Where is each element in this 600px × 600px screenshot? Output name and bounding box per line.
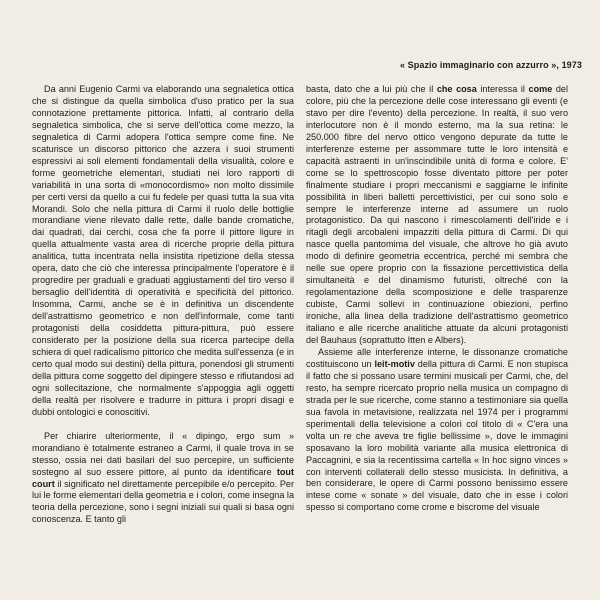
right-text-column [306, 84, 568, 514]
emphasis-text: leit-motiv [374, 358, 415, 369]
left-text-column [32, 84, 294, 526]
paragraph-text: del colore, più che la percezione delle cose interessano gli eventi (e stavo per dire l'evento) della percezione. In realtà, il suo vero interlocutore non è il mondo esterno, ma la sua retina: le 250.000 fibre del nervo ottico vengono depurate da tutte le interferenze esterne per assommare tutte le loro intensità e capacità astraenti in un'inscindibile unità di forma e colore. E' come se lo spettroscopio fosse diventato pittore per poter finalmente studiare i propri meccanismi e saggiarne le infinite possibilità in liberi balletti percettivistici, per cui sono solo e sempre le interferenze interne ad assumere un ruolo protagonistico. Da qui nascono i rimescolamenti dell'iride e i ritagli degli arcobaleni impazziti della pittura di Carmi. Di qui nasce quella pantomima del visuale, che altrove ho già avuto modo di definire geometria eccentrica, perché mi sembra che nelle sue opere proprio con la fissazione percettivistica della simultaneità e del dinamismo futuristi, oltreché con la regolamentazione della scomposizione e delle trasparenze cubiste, Carmi sollevi in continuazione obiezioni, perfino ironiche, alla linea della tradizione dell'astrattismo geometrico italiano e alle ricerche analitiche attuate da alcuni protagonisti del Bauhaus (soprattutto Itten e Albers). [306, 84, 569, 346]
paragraph-text: della pittura di Carmi. E non stupisca il fatto che si possano usare termini musicali per Carmi, che, del resto, ha sempre ricercato proprio nella musica un compagno di strada per le sue ricerche, come stanno a testimoniare sia quella sua favola in metavisione, realizzata nel 1974 per i programmi sperimentali della televisione a colori col titolo di « C'era una volta un re che aveva tre figlie bellissime », dove le immagini sposavano la loro mobilità variante alla musica elettronica di Paccagnini, e sia la recentissima cartella « In hoc signo vinces » con interventi collaterali dello stesso musicista. In definitiva, a ben considerare, le opere di Carmi possono benissimo essere intese come « sonate » del visuale, dato che in esse i colori spesso si comportano come crome e biscrome del visuale [306, 358, 569, 513]
emphasis-text: come [528, 84, 553, 94]
paragraph: Da anni Eugenio Carmi va elaborando una segnaletica ottica che si distingue da quella simbolica d'uso pratico per la sua connotazione prettamente pittorica. Infatti, al contrario della segnaletica simbolica, che si serve dell'ottica come mezzo, la segnaletica di Carmi adopera l'ottica sempre come fine. Ne scaturisce un discorso pittorico che azzera i suoi strumenti espressivi ai soli elementi fondamentali della visualità, colore e forme geometriche elementari, studiati nei loro rapporti di variabilità in una sorta di «monocordismo» non molto dissimile per certi versi da quello a cui fu fedele per quasi tutta la sua vita Morandi. Solo che nella pittura di Carmi il ruolo delle bottiglie morandiane viene rilevato dalle rette, dalle bande cromatiche, dai quadrati, dai cerchi, cosa che fa porre il pittore ligure in quella attualmente vasta area di ricerche proprie della pittura analitica, tutta incentrata nella insistita ripetizione della stessa opera, dato che ciò che interessa principalmente l'operatore è il progredire per graduali e graduati aggiustamenti del tiro verso il bersaglio dell'identità di operatività e specificità del pittorico. Insomma, Carmi, anche se è in definitiva un discendente dell'astrattismo geometrico e non dell'informale, come tanti protagonisti della cosiddetta pittura-pittura, può essere considerato per la posizione della sua ricerca partecipe della schiera di quel radicalismo pittorico che medita sull'essenza (e in certo qual modo sui destini) della pittura, ponendosi gli strumenti della pittura come soggetto del dipingere stesso e rifiutandosi ad ogni sollecitazione, che normalmente s'appoggia agli oggetti della realtà per risolvere e tradurre in pittura i propri disagi e dubbi ontologici e conoscitivi. [32, 84, 294, 417]
paragraph [32, 431, 294, 527]
paragraph-text: basta, dato che a lui più che il [306, 84, 434, 94]
paragraph-text: interessa il [480, 84, 525, 94]
emphasis-text: tout court [32, 466, 294, 489]
paragraph-text: Per chiarire ulteriormente, il « dipingo, ergo sum » morandiano è totalmente estraneo a Carmi, il quale trova in se stesso, ossia nei dati basilari del suo percepire, un sufficiente sostegno al suo essere pittore, al punto da identificare [32, 430, 294, 477]
paragraph [306, 84, 568, 347]
paragraph-text: il significato nel direttamente percepibile e/o percepito. Per lui le forme elementari della geometria e i colori, come insegna la teoria della percezione, sono i segni iniziali sui quali si basa ogni conoscenza. E tanto gli [32, 478, 295, 525]
paragraph [306, 347, 568, 514]
emphasis-text: che cosa [436, 84, 477, 94]
paragraph-text: Assieme alle interferenze interne, le dissonanze cromatiche costituiscono un [306, 346, 568, 369]
running-title: « Spazio immaginario con azzurro », 1973 [399, 60, 582, 70]
